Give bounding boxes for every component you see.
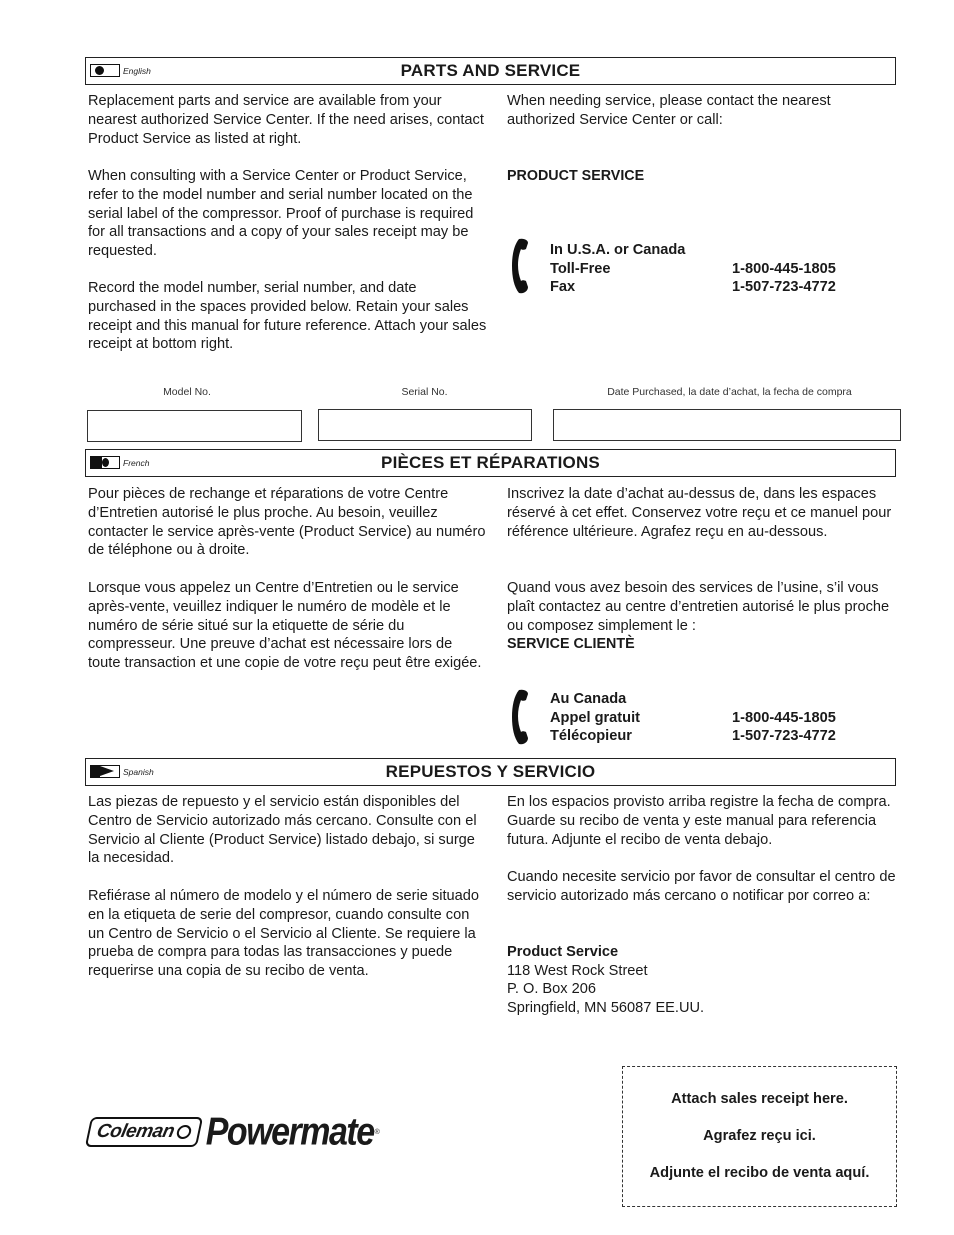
section-header-french [85, 449, 896, 477]
section-title: REPUESTOS Y SERVICIO [385, 762, 596, 781]
coleman-logo [85, 1117, 203, 1147]
serial-number-label: Serial No. [401, 386, 448, 398]
phone-block-english [550, 241, 836, 297]
paragraph: Replacement parts and service are available from your nearest authorized Service Center. If the need arises, contact Product Service as listed at right. [88, 93, 484, 147]
lantern-icon [175, 1125, 192, 1139]
language-label: English [123, 65, 151, 76]
fax-label: Télécopieur [550, 728, 632, 745]
fax-number: 1-507-723-4772 [732, 279, 836, 296]
service-client-heading: SERVICE CLIENTÈ [507, 636, 635, 652]
address-pobox: P. O. Box 206 [507, 981, 596, 998]
section-title: PARTS AND SERVICE [400, 61, 581, 80]
section-title: PIÈCES ET RÉPARATIONS [381, 453, 600, 472]
coleman-wordmark: Coleman [94, 1121, 177, 1142]
address-street: 118 West Rock Street [507, 962, 648, 979]
receipt-attach-area [622, 1066, 897, 1207]
telephone-icon [510, 237, 538, 295]
paragraph: Pour pièces de rechange et réparations de votre Centre d’Entretien autorisé le plus proche. Au besoin, veuillez contacter le service après-vente (Product Service) au numéro de téléphone ou à droite. [88, 486, 486, 559]
language-label: Spanish [123, 766, 154, 777]
telephone-icon [510, 688, 538, 746]
paragraph: When needing service, please contact the nearest authorized Service Center or call: [507, 93, 831, 128]
phone-region: In U.S.A. or Canada [550, 242, 686, 258]
address-name: Product Service [507, 944, 619, 960]
receipt-text-spanish: Adjunte el recibo de venta aquí. [649, 1165, 870, 1181]
paragraph: Inscrivez la date d’achat au-dessus de, dans les espaces réservé à cet effet. Conservez votre reçu et ce manuel pour référence ultérieure. Agrafez reçu en au-dessous. [507, 486, 892, 540]
paragraph: When consulting with a Service Center or Product Service, refer to the model number and serial number located on the serial label of the compressor. Proof of purchase is required for all transactions and a copy of your sales receipt may be requested. [88, 168, 474, 260]
model-number-field[interactable] [87, 410, 302, 442]
fax-label: Fax [550, 279, 576, 296]
tollfree-label: Toll-Free [550, 260, 611, 277]
powermate-wordmark: Powermate [205, 1109, 374, 1154]
receipt-text-english: Attach sales receipt here. [671, 1091, 848, 1107]
section-header-spanish [85, 758, 896, 786]
paragraph: En los espacios provisto arriba registre la fecha de compra. Guarde su recibo de venta y este manual para referencia futura. Adjunte el recibo de venta debajo. [507, 794, 891, 848]
brand-logo [88, 1109, 380, 1154]
paragraph: Las piezas de repuesto y el servicio están disponibles del Centro de Servicio autorizado más cercano. Consulte con el Servicio al Cliente (Product Service) listado debajo, si surge la necesidad. [88, 794, 477, 867]
paragraph: Record the model number, serial number, and date purchased in the spaces provided below. Retain your sales receipt and this manual for future reference. Attach your sales receipt at bottom right. [88, 280, 487, 353]
address-city: Springfield, MN 56087 EE.UU. [507, 999, 705, 1016]
paragraph: Lorsque vous appelez un Centre d’Entretien ou le service après-vente, veuillez indiquer le numéro de modèle et le numéro de série situé sur la etiquette de série du compresseur. Une preuve d’achat est nécessaire lors de toute transaction et une copie de votre reçu peut être exigée. [88, 580, 482, 672]
paragraph: Refiérase al número de modelo y el número de serie situado en la etiqueta de serie del compresor, cuando consulte con un Centro de Servicio o el Servicio al Cliente. Se requiere la prueba de compra para todas las transacciones y puede requerirse una copia de su recibo de venta. [88, 888, 480, 980]
model-number-label: Model No. [163, 386, 211, 398]
paragraph: Quand vous avez besoin des services de l’usine, s’il vous plaît contactez au centre d’entretien autorisé le plus proche ou composez simplement le : [507, 580, 890, 634]
registered-mark: ® [374, 1128, 380, 1136]
tollfree-number: 1-800-445-1805 [732, 709, 836, 726]
section-header-english [85, 57, 896, 85]
date-purchased-field[interactable] [553, 409, 901, 441]
serial-number-field[interactable] [318, 409, 532, 441]
product-service-heading: PRODUCT SERVICE [507, 168, 645, 184]
receipt-text-french: Agrafez reçu ici. [703, 1128, 816, 1144]
mailing-address [507, 943, 704, 1017]
date-purchased-label: Date Purchased, la date d’achat, la fecha de compra [607, 386, 852, 398]
language-label: French [123, 457, 150, 468]
tollfree-number: 1-800-445-1805 [732, 260, 836, 277]
tollfree-label: Appel gratuit [550, 709, 640, 726]
paragraph: Cuando necesite servicio por favor de consultar el centro de servicio autorizado más cercano o notificar por correo a: [507, 869, 896, 904]
fax-number: 1-507-723-4772 [732, 728, 836, 745]
phone-region: Au Canada [550, 691, 627, 707]
phone-block-french [550, 690, 836, 746]
